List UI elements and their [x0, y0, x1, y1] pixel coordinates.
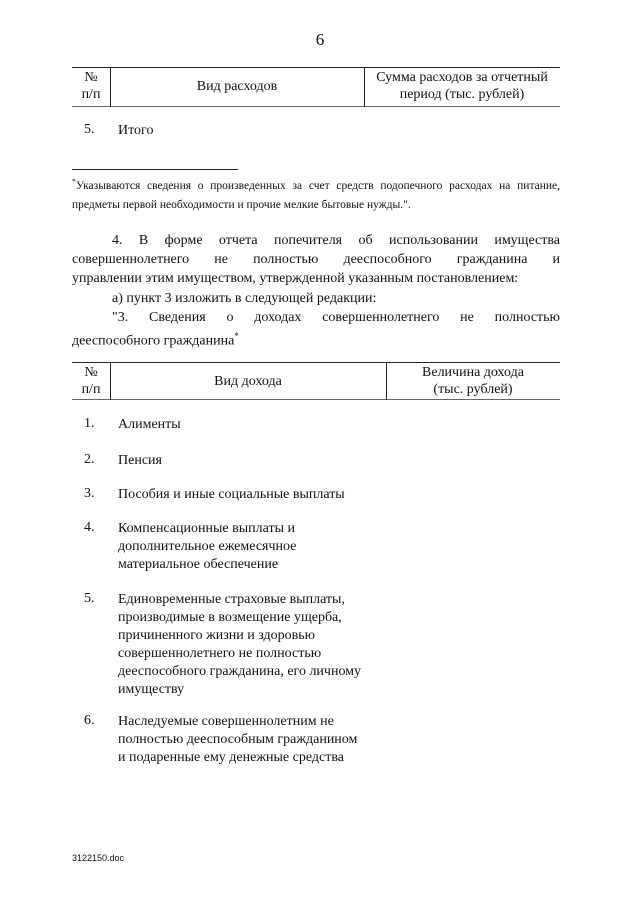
- column-header-expense-type: Вид расходов: [196, 79, 278, 94]
- row-label-line: Компенсационные выплаты и: [118, 521, 295, 536]
- row-number: 5.: [84, 591, 95, 606]
- row-label: Пенсия: [118, 453, 162, 468]
- row-label: Пособия и иные социальные выплаты: [118, 487, 345, 502]
- table-border-bottom: [72, 399, 560, 400]
- section-3-heading-line1: "3. Сведения о доходах совершеннолетнего не полностью: [112, 310, 560, 325]
- row-label-line: имуществу: [118, 682, 185, 697]
- row-number: 4.: [84, 520, 95, 535]
- section-3-heading-text: дееспособного гражданина: [72, 333, 235, 349]
- column-header-expense-amount: Сумма расходов за отчетный период (тыс. рублей): [376, 70, 548, 102]
- row-label-line: дееспособного гражданина, его личному: [118, 664, 362, 679]
- row-label-line: и подаренные ему денежные средства: [118, 750, 344, 765]
- table-border-top: [72, 67, 560, 68]
- row-label-line: полностью дееспособным гражданином: [118, 732, 358, 747]
- row-number: 1.: [84, 416, 95, 431]
- footnote-marker: *: [234, 331, 239, 341]
- column-header-income-type: Вид дохода: [214, 374, 282, 389]
- document-code: 3122150.doc: [72, 853, 125, 863]
- footnote-separator: [72, 169, 238, 170]
- row-label-line: материальное обеспечение: [118, 557, 279, 572]
- paragraph-4-line1: 4. В форме отчета попечителя об использовании имущества: [112, 233, 560, 248]
- row-label-line: Единовременные страховые выплаты,: [118, 592, 345, 607]
- footnote-text: Указываются сведения о произведенных за счет средств подопечного расходах на питание, предметы первой необходимости и прочие мелкие бытовые нужды.".: [72, 179, 560, 211]
- paragraph-4-line2: совершеннолетнего не полностью дееспособного гражданина и: [72, 252, 560, 267]
- row-label-line: совершеннолетнего не полностью: [118, 646, 322, 661]
- row-number: 6.: [84, 713, 95, 728]
- row-label-line: Наследуемые совершеннолетним не: [118, 714, 334, 729]
- column-header-number: № п/п: [81, 365, 101, 397]
- footnote: [72, 172, 560, 215]
- section-3-heading-line2: [72, 327, 560, 351]
- table-border-top: [72, 362, 560, 363]
- row-label-line: причиненного жизни и здоровью: [118, 628, 316, 643]
- column-header-number: № п/п: [81, 70, 101, 102]
- row-number: 2.: [84, 452, 95, 467]
- row-number: 3.: [84, 486, 95, 501]
- row-label-line: производимые в возмещение ущерба,: [118, 610, 342, 625]
- row-label-total: Итого: [118, 123, 154, 138]
- footnote-marker: *: [72, 177, 76, 186]
- table-border-bottom: [72, 106, 560, 107]
- row-label-line: дополнительное ежемесячное: [118, 539, 297, 554]
- row-label: Алименты: [118, 417, 181, 432]
- paragraph-4-line3: управлении этим имуществом, утвержденной указанным постановлением:: [72, 271, 519, 286]
- row-number: 5.: [84, 122, 95, 137]
- item-a: а) пункт 3 изложить в следующей редакции:: [112, 291, 377, 306]
- column-header-income-amount: Величина дохода (тыс. рублей): [422, 365, 524, 397]
- page-number: 6: [315, 30, 325, 49]
